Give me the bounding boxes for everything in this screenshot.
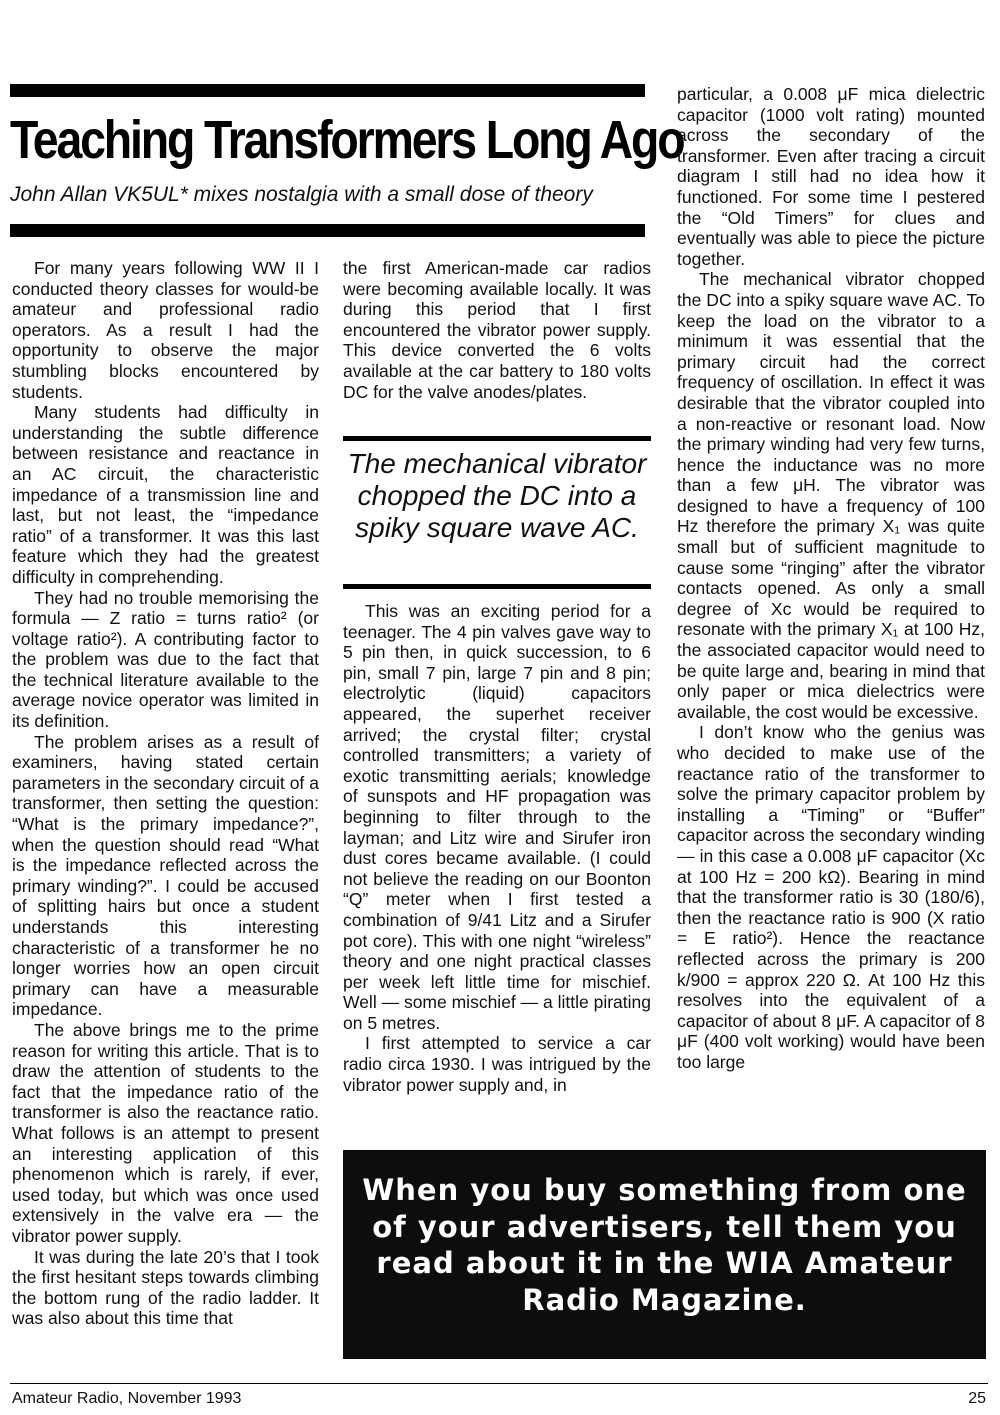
title-top-rule <box>10 84 645 97</box>
paragraph: the first American-made car radios were becoming available locally. It was during this period that I first encountered the vibrator power supply. This device converted the 6 volts available at the car battery to 180 volts DC for the valve anodes/plates. <box>343 258 651 402</box>
pull-quote-top-rule <box>343 436 651 441</box>
subtitle-bottom-rule <box>10 224 645 237</box>
article-column-2-bottom <box>343 601 651 1095</box>
article-column-2-top <box>343 258 651 402</box>
publication-footer: Amateur Radio, November 1993 <box>12 1390 242 1407</box>
footer-rule <box>10 1383 988 1384</box>
paragraph: They had no trouble memorising the formula — Z ratio = turns ratio² (or voltage ratio²). A contributing factor to the problem was due to the fact that the technical literature available to the average novice operator was limited in its definition. <box>12 587 319 732</box>
paragraph: It was during the late 20’s that I took the first hesitant steps towards climbing the bottom rung of the radio ladder. It was also about this time that <box>12 1246 319 1329</box>
advert-text: When you buy something from one of your advertisers, tell them you read about it in the WIA Amateur Radio Magazine. <box>362 1173 967 1317</box>
article-column-3 <box>677 84 985 1073</box>
paragraph: For many years following WW II I conducted theory classes for would-be amateur and professional radio operators. As a result I had the opportunity to observe the major stumbling blocks encountered by students. <box>12 258 319 402</box>
article-column-1 <box>12 258 319 1329</box>
article-title: Teaching Transformers Long Ago <box>10 110 684 170</box>
paragraph: I don’t know who the genius was who decided to make use of the reactance ratio of the transformer to solve the primary capacitor problem by installing a “Timing” or “Buffer” capacitor across the secondary winding — in this case a 0.008 μF capacitor (Xc at 100 Hz = 200 kΩ). Bearing in mind that the transformer ratio is 30 (180/6), then the reactance ratio is 900 (X ratio = E ratio²). Hence the reactance reflected across the primary is 200 k/900 = approx 220 Ω. At 100 Hz this resolves into the equivalent of a capacitor of about 8 μF. A capacitor of 8 μF (400 volt working) would have been too large <box>677 722 985 1072</box>
pull-quote: The mechanical vibrator chopped the DC into a spiky square wave AC. <box>347 448 647 543</box>
paragraph: The mechanical vibrator chopped the DC into a spiky square wave AC. To keep the load on the vibrator to a minimum it was essential that the primary circuit had the correct frequency of oscillation. In effect it was desirable that the vibrator coupled into a non-reactive or resonant load. Now the primary winding had very few turns, hence the inductance was no more than a few μH. The vibrator was designed to have a frequency of 100 Hz therefore the primary X₁ was quite small but of sufficient magnitude to cause some “ringing” after the vibrator contacts opened. As only a small degree of Xc would be required to resonate with the primary X₁ at 100 Hz, the associated capacitor would need to be quite large and, bearing in mind that only paper or mica dielectrics were available, the cost would be excessive. <box>677 269 985 722</box>
pull-quote-bottom-rule <box>343 584 651 589</box>
paragraph: I first attempted to service a car radio circa 1930. I was intrigued by the vibrator power supply and, in <box>343 1033 651 1095</box>
paragraph: The above brings me to the prime reason for writing this article. That is to draw the attention of students to the fact that the impedance ratio of the transformer is also the reactance ratio. What follows is an attempt to present an interesting application of this phenomenon which is rarely, if ever, used today, but which was once used extensively in the valve era — the vibrator power supply. <box>12 1019 319 1246</box>
page-number: 25 <box>968 1390 986 1407</box>
paragraph: This was an exciting period for a teenager. The 4 pin valves gave way to 5 pin then, in quick succession, to 6 pin, small 7 pin, large 7 pin and 8 pin; electrolytic (liquid) capacitors appeared, the superhet receiver arrived; the crystal filter; crystal controlled transmitters; a variety of exotic transmitting aerials; knowledge of sunspots and HF propagation was beginning to filter through to the layman; and Litz wire and Sirufer iron dust cores became available. (I could not believe the reading on our Boonton “Q” meter when I first tested a combination of 9/41 Litz and a Sirufer pot core). This with one night “wireless” theory and one night practical classes per week left little time for mischief. Well — some mischief — a little pirating on 5 metres. <box>343 601 651 1033</box>
paragraph: particular, a 0.008 μF mica dielectric capacitor (1000 volt rating) mounted across the secondary of the transformer. Even after tracing a circuit diagram I still had no idea how it functioned. For some time I pestered the “Old Timers” for clues and eventually was able to piece the picture together. <box>677 84 985 269</box>
paragraph: Many students had difficulty in understanding the subtle difference between resistance and reactance in an AC circuit, the characteristic impedance of a transmission line and last, but not least, the “impedance ratio” of a transformer. It was this last feature which they had the greatest difficulty in comprehending. <box>12 402 319 587</box>
paragraph: The problem arises as a result of examiners, having stated certain parameters in the secondary circuit of a transformer, then setting the question: “What is the primary impedance?”, when the question should read “What is the impedance reflected across the primary winding?”. I could be accused of splitting hairs but once a student understands this interesting characteristic of a transformer he no longer worries how an open circuit primary can have a measurable impedance. <box>12 731 319 1020</box>
advert-box <box>343 1150 986 1359</box>
article-subtitle: John Allan VK5UL* mixes nostalgia with a small dose of theory <box>10 183 593 206</box>
